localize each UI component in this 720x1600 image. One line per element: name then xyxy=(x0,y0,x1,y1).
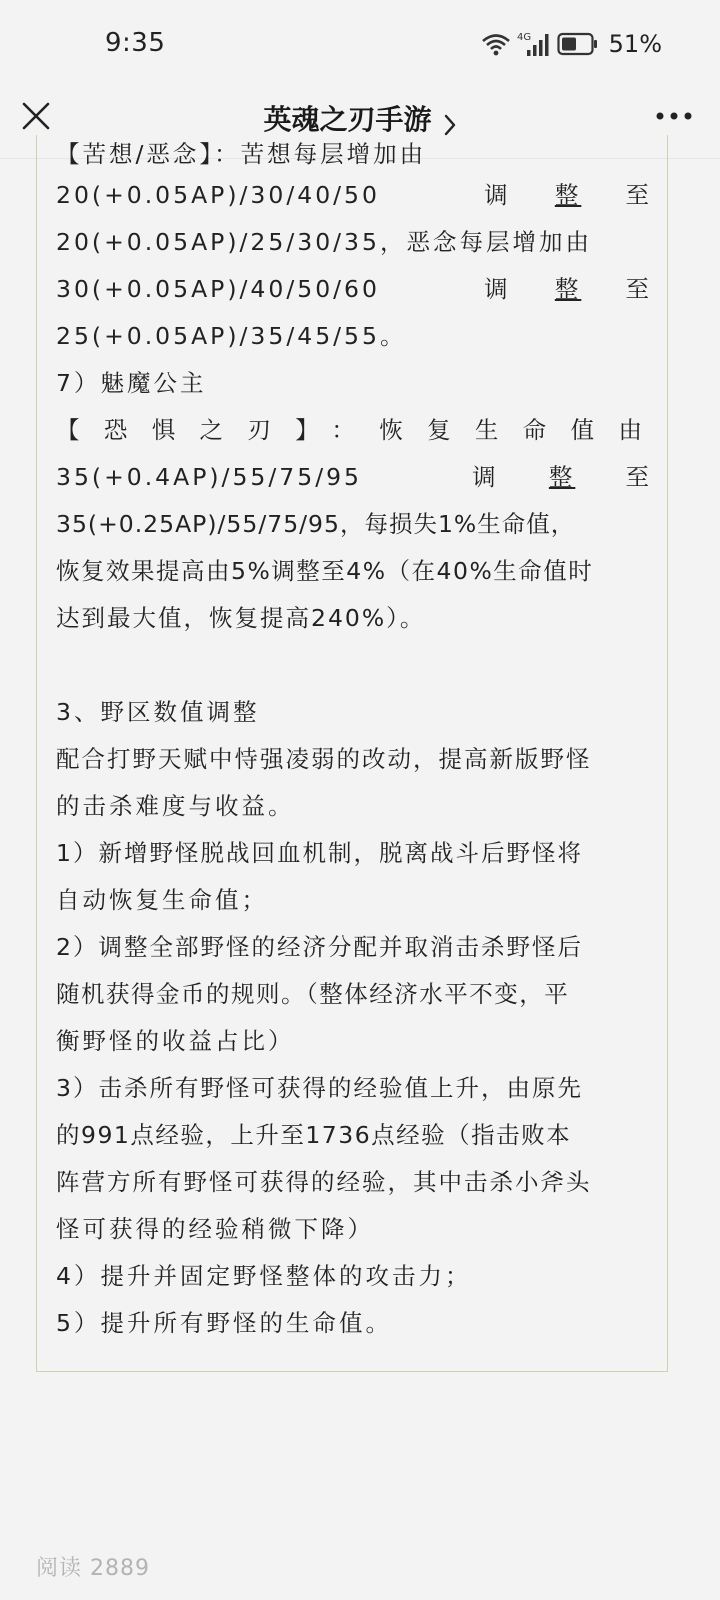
article-line: 自动恢复生命值； xyxy=(56,886,268,914)
article-line: 阵营方所有野怪可获得的经验，其中击杀小斧头 xyxy=(56,1168,592,1196)
article-line: 恢复效果提高由5%调整至4%（在40%生命值时 xyxy=(56,557,594,585)
article-line: 20(+0.05AP)/25/30/35，恶念每层增加由 xyxy=(56,228,592,256)
read-count: 阅读 2889 xyxy=(36,1556,150,1581)
wifi-icon xyxy=(481,31,511,57)
article-line: 20(+0.05AP)/30/40/50 调 整 至 xyxy=(56,181,652,209)
more-button[interactable] xyxy=(654,106,694,126)
network-type-label: 4G xyxy=(516,32,531,43)
battery-icon xyxy=(557,32,599,56)
article-line: 随机获得金币的规则。（整体经济水平不变，平 xyxy=(56,980,570,1008)
battery-percentage: 51% xyxy=(608,30,662,58)
article-line: 3）击杀所有野怪可获得的经验值上升，由原先 xyxy=(56,1074,583,1102)
article-line: 的991点经验，上升至1736点经验（指击败本 xyxy=(56,1121,572,1149)
article-line: 的击杀难度与收益。 xyxy=(56,792,295,820)
section-heading: 3、野区数值调整 xyxy=(56,698,260,726)
article-line: 【恐惧之刃】：恢复生命值由 xyxy=(56,416,652,444)
article-line: 4）提升并固定野怪整体的攻击力； xyxy=(56,1262,472,1290)
article-line: 配合打野天赋中恃强凌弱的改动，提高新版野怪 xyxy=(56,745,592,773)
article-line: 衡野怪的收益占比） xyxy=(56,1027,295,1055)
article-content[interactable] xyxy=(0,140,720,1600)
status-icons xyxy=(481,30,662,58)
article-line: 7）魅魔公主 xyxy=(56,369,207,397)
article-box xyxy=(36,135,668,1372)
article-line: 30(+0.05AP)/40/50/60 调 整 至 xyxy=(56,275,652,303)
article-line: 35(+0.25AP)/55/75/95，每损失1%生命值， xyxy=(56,510,576,538)
article-line: 2）调整全部野怪的经济分配并取消击杀野怪后 xyxy=(56,933,583,961)
article-line: 1）新增野怪脱战回血机制，脱离战斗后野怪将 xyxy=(56,839,583,867)
cellular-signal-icon xyxy=(517,30,551,58)
page-title: 英魂之刃手游 xyxy=(263,103,432,136)
status-bar xyxy=(0,0,720,88)
article-line: 怪可获得的经验稍微下降） xyxy=(56,1215,374,1243)
battery-fill xyxy=(562,38,576,51)
article-line: 25(+0.05AP)/35/45/55。 xyxy=(56,322,407,350)
article-line: 【苦想/恶念】：苦想每层增加由 xyxy=(56,140,427,168)
article-line: 达到最大值，恢复提高240%）。 xyxy=(56,604,426,632)
status-time: 9:35 xyxy=(105,28,166,58)
article-line: 5）提升所有野怪的生命值。 xyxy=(56,1309,392,1337)
more-dots-icon xyxy=(654,106,694,126)
article-line: 35(+0.4AP)/55/75/95 调 整 至 xyxy=(56,463,652,491)
